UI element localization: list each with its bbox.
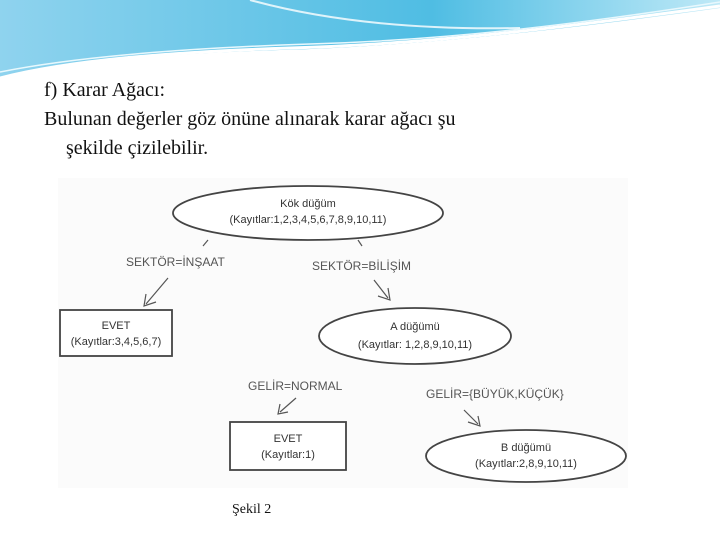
edge-label-gelir-buyuk-kucuk: GELİR={BÜYÜK,KÜÇÜK} bbox=[426, 387, 564, 401]
node-a-ellipse bbox=[319, 308, 511, 364]
root-node-title: Kök düğüm bbox=[280, 198, 336, 210]
figure-caption: Şekil 2 bbox=[232, 502, 272, 517]
root-node-ellipse bbox=[173, 186, 443, 240]
leaf-evet1-records: (Kayıtlar:3,4,5,6,7) bbox=[70, 336, 162, 348]
decision-tree-diagram bbox=[58, 178, 628, 488]
leaf-evet1-title: EVET bbox=[101, 320, 131, 332]
node-a-records: (Kayıtlar: 1,2,8,9,10,11) bbox=[357, 339, 473, 351]
decorative-banner bbox=[0, 0, 720, 80]
node-b bbox=[426, 430, 626, 482]
slide-text bbox=[44, 76, 684, 163]
slide-heading: f) Karar Ağacı: bbox=[44, 79, 166, 101]
edge-label-sector-bilisim: SEKTÖR=BİLİŞİM bbox=[312, 259, 412, 273]
edge-label-sector-insaat: SEKTÖR=İNŞAAT bbox=[126, 255, 225, 269]
node-a bbox=[319, 308, 511, 364]
leaf-evet1-box bbox=[60, 310, 172, 356]
slide-body-line1: Bulunan değerler göz önüne alınarak karar ağacı şu bbox=[44, 108, 456, 130]
leaf-evet2-title: EVET bbox=[273, 433, 303, 445]
node-b-ellipse bbox=[426, 430, 626, 482]
root-node-records: (Kayıtlar:1,2,3,4,5,6,7,8,9,10,11) bbox=[229, 214, 387, 226]
node-b-records: (Kayıtlar:2,8,9,10,11) bbox=[475, 458, 577, 470]
node-b-title: B düğümü bbox=[500, 442, 552, 454]
leaf-evet1-node bbox=[60, 310, 172, 356]
leaf-evet2-box bbox=[230, 422, 346, 470]
leaf-evet2-records: (Kayıtlar:1) bbox=[261, 449, 315, 461]
slide-body-line2: şekilde çizilebilir. bbox=[66, 137, 209, 159]
node-a-title: A düğümü bbox=[390, 321, 440, 333]
leaf-evet2-node bbox=[230, 422, 346, 470]
root-node bbox=[173, 186, 443, 240]
edge-label-gelir-normal: GELİR=NORMAL bbox=[248, 379, 343, 393]
